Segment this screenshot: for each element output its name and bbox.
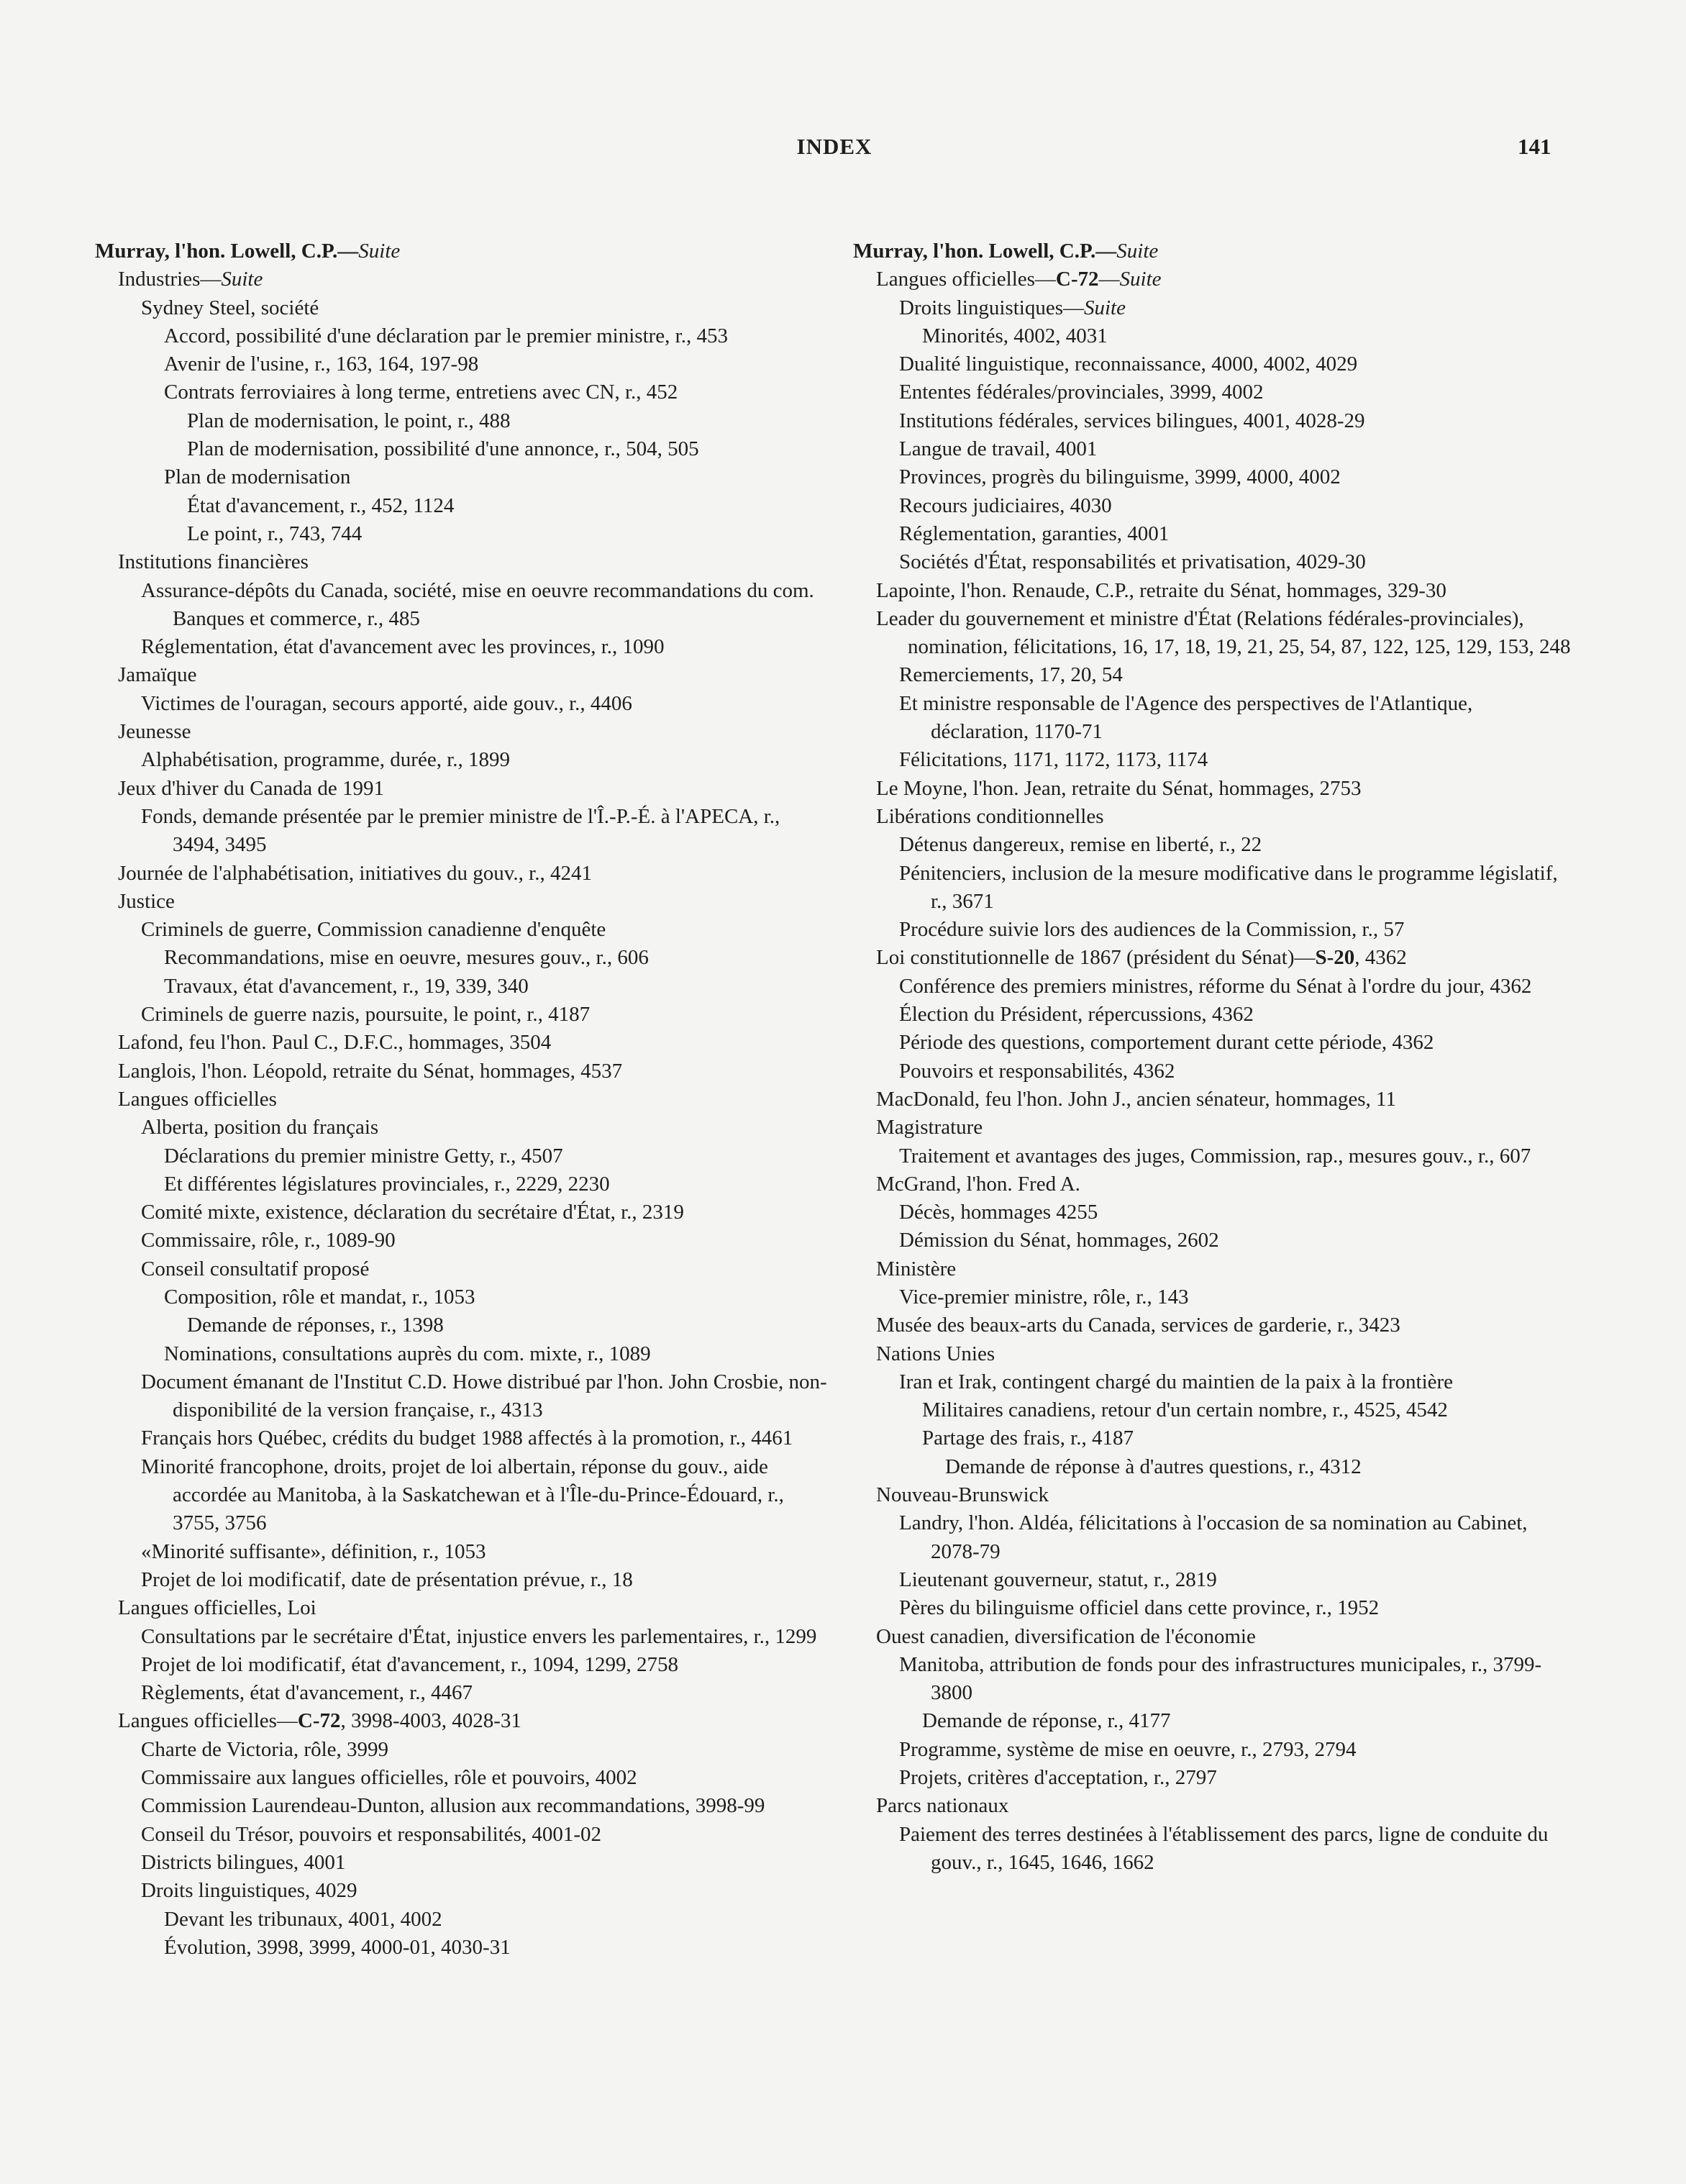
entry-text: Traitement et avantages des juges, Commission, rap., mesures gouv., r., 607 <box>899 1144 1531 1168</box>
bill-number: C-72 <box>297 1709 341 1733</box>
entry-text: Lafond, feu l'hon. Paul C., D.F.C., hommages, 3504 <box>118 1031 552 1055</box>
index-entry <box>853 746 1572 774</box>
index-entry <box>95 1255 829 1283</box>
entry-text: Avenir de l'usine, r., 163, 164, 197-98 <box>164 352 479 376</box>
index-entry <box>853 1311 1572 1339</box>
entry-pages: , 3998-4003, 4028-31 <box>340 1709 521 1733</box>
entry-text: Jeunesse <box>118 720 191 744</box>
entry-text: Commission Laurendeau-Dunton, allusion aux recommandations, 3998-99 <box>141 1794 765 1818</box>
entry-text: Langlois, l'hon. Léopold, retraite du Sénat, hommages, 4537 <box>118 1059 623 1083</box>
index-entry <box>95 1142 829 1170</box>
entry-text: Consultations par le secrétaire d'État, injustice envers les parlementaires, r., 1299 <box>141 1624 817 1648</box>
index-entry <box>95 1877 829 1905</box>
index-entry <box>853 1509 1572 1566</box>
entry-text: Projets, critères d'acceptation, r., 2797 <box>899 1766 1217 1790</box>
entry-text: Libérations conditionnelles <box>876 804 1104 828</box>
entry-text: Pères du bilinguisme officiel dans cette province, r., 1952 <box>899 1596 1380 1620</box>
index-entry <box>853 265 1572 294</box>
entry-text: Projet de loi modificatif, état d'avancement, r., 1094, 1299, 2758 <box>141 1652 678 1676</box>
entry-text: Et différentes législatures provinciales, r., 2229, 2230 <box>164 1172 610 1196</box>
page-title: INDEX <box>796 134 872 159</box>
index-entry <box>853 803 1572 831</box>
index-entry <box>95 1679 829 1707</box>
index-entry <box>95 350 829 378</box>
index-entry <box>95 718 829 746</box>
entry-text: Paiement des terres destinées à l'établissement des parcs, ligne de conduite du gouv., r., 1645, 1646, 1662 <box>899 1822 1549 1874</box>
entry-text: Nouveau-Brunswick <box>876 1483 1049 1507</box>
suite-label: Suite <box>221 268 263 291</box>
entry-text: Document émanant de l'Institut C.D. Howe distribué par l'hon. John Crosbie, non-disponibilité de la version française, r., 4313 <box>141 1370 827 1422</box>
entry-text: Français hors Québec, crédits du budget 1988 affectés à la promotion, r., 4461 <box>141 1427 793 1450</box>
entry-text: Évolution, 3998, 3999, 4000-01, 4030-31 <box>164 1935 511 1959</box>
entry-text: Musée des beaux-arts du Canada, services de garderie, r., 3423 <box>876 1314 1400 1337</box>
index-entry <box>95 520 829 548</box>
entry-text: Recours judiciaires, 4030 <box>899 493 1112 517</box>
index-entry <box>95 407 829 435</box>
index-entry <box>853 690 1572 747</box>
entry-text: Plan de modernisation, possibilité d'une annonce, r., 504, 505 <box>187 437 699 461</box>
index-entry <box>853 492 1572 520</box>
entry-text: Magistrature <box>876 1116 983 1139</box>
index-entry <box>95 1906 829 1934</box>
index-entry <box>853 1623 1572 1651</box>
entry-text: Le Moyne, l'hon. Jean, retraite du Sénat, hommages, 2753 <box>876 776 1362 800</box>
entry-text: Alberta, position du français <box>141 1116 379 1139</box>
index-entry <box>853 463 1572 491</box>
index-entry <box>853 1255 1572 1283</box>
entry-text: Droits linguistiques, 4029 <box>141 1879 357 1903</box>
suite-label: Suite <box>1116 240 1159 263</box>
index-heading <box>95 237 829 265</box>
entry-text: Démission du Sénat, hommages, 2602 <box>899 1229 1219 1252</box>
index-entry <box>95 1623 829 1651</box>
entry-text: Minorité francophone, droits, projet de loi albertain, réponse du gouv., aide accordée au Manitoba, à la Saskatchewan et à l'Île-du-Prince-Édouard, r., 3755, 3756 <box>141 1455 784 1535</box>
index-entry <box>95 1453 829 1538</box>
index-entry <box>95 944 829 972</box>
entry-text: Parcs nationaux <box>876 1794 1009 1818</box>
index-entry <box>853 1481 1572 1509</box>
index-entry <box>95 1368 829 1425</box>
entry-text: Ententes fédérales/provinciales, 3999, 4002 <box>899 381 1264 404</box>
entry-text: Criminels de guerre, Commission canadienne d'enquête <box>141 918 606 942</box>
entry-text: Dualité linguistique, reconnaissance, 4000, 4002, 4029 <box>899 352 1358 376</box>
entry-text: Ouest canadien, diversification de l'économie <box>876 1624 1256 1648</box>
suite-label: Suite <box>1083 296 1126 319</box>
index-entry <box>95 1538 829 1566</box>
entry-pages: , 4362 <box>1354 946 1407 970</box>
entry-text: Règlements, état d'avancement, r., 4467 <box>141 1681 473 1705</box>
entry-text: Industries— <box>118 268 222 291</box>
index-entry <box>95 1424 829 1452</box>
entry-text: Nominations, consultations auprès du com. mixte, r., 1089 <box>164 1342 651 1365</box>
index-entry <box>853 1764 1572 1792</box>
index-entry <box>95 577 829 634</box>
index-entry <box>95 661 829 689</box>
entry-text: Conférence des premiers ministres, réforme du Sénat à l'ordre du jour, 4362 <box>899 974 1532 998</box>
index-entry <box>95 1764 829 1792</box>
entry-text: Assurance-dépôts du Canada, société, mise en oeuvre recommandations du com. Banques et commerce, r., 485 <box>141 578 814 630</box>
index-entry <box>95 1792 829 1820</box>
entry-text: État d'avancement, r., 452, 1124 <box>187 493 455 517</box>
index-entry <box>853 1057 1572 1086</box>
entry-text: MacDonald, feu l'hon. John J., ancien sénateur, hommages, 11 <box>876 1087 1396 1111</box>
index-entry <box>853 1368 1572 1396</box>
index-entry <box>853 944 1572 972</box>
index-entry <box>95 633 829 661</box>
entry-text: Alphabétisation, programme, durée, r., 1899 <box>141 748 511 772</box>
index-entry <box>853 1086 1572 1114</box>
entry-text: Leader du gouvernement et ministre d'État (Relations fédérales-provinciales), nomination, félicitations, 16, 17, 18, 19, 21, 25, 54, 87, 122, 125, 129, 153, 248 <box>876 606 1571 659</box>
entry-text: Jeux d'hiver du Canada de 1991 <box>118 776 385 800</box>
entry-text: Minorités, 4002, 4031 <box>922 324 1108 347</box>
entry-text: Sociétés d'État, responsabilités et privatisation, 4029-30 <box>899 550 1366 574</box>
index-entry <box>853 1424 1572 1452</box>
bill-number: C-72 <box>1055 268 1099 291</box>
index-entry <box>853 661 1572 689</box>
entry-text: Période des questions, comportement durant cette période, 4362 <box>899 1031 1434 1055</box>
entry-text: Commissaire, rôle, r., 1089-90 <box>141 1229 396 1252</box>
entry-text: Iran et Irak, contingent chargé du maintien de la paix à la frontière <box>899 1370 1454 1393</box>
index-entry <box>95 1736 829 1764</box>
index-entry <box>853 1340 1572 1368</box>
entry-text: Langues officielles— <box>118 1709 298 1733</box>
index-entry <box>95 1001 829 1029</box>
index-entry <box>853 1170 1572 1198</box>
index-entry <box>95 973 829 1001</box>
index-entry <box>853 1396 1572 1424</box>
entry-text: Pénitenciers, inclusion de la mesure modificative dans le programme législatif, r., 3671 <box>899 861 1558 913</box>
index-entry <box>95 492 829 520</box>
index-entry <box>853 378 1572 406</box>
index-entry <box>95 1340 829 1368</box>
index-entry <box>95 803 829 860</box>
index-entry <box>853 1792 1572 1820</box>
index-entry <box>95 378 829 406</box>
index-entry <box>853 1283 1572 1311</box>
index-entry <box>853 548 1572 576</box>
suite-label: Suite <box>358 240 401 263</box>
entry-text: Langue de travail, 4001 <box>899 437 1098 461</box>
entry-text: Félicitations, 1171, 1172, 1173, 1174 <box>899 748 1208 772</box>
entry-text: Ministère <box>876 1257 957 1280</box>
entry-text: Nations Unies <box>876 1342 995 1365</box>
index-entry <box>95 265 829 294</box>
index-entry <box>853 577 1572 605</box>
index-entry <box>95 1283 829 1311</box>
entry-text: Contrats ferroviaires à long terme, entretiens avec CN, r., 452 <box>164 381 678 404</box>
index-entry <box>853 775 1572 803</box>
index-entry <box>95 1029 829 1057</box>
index-entry <box>853 1114 1572 1142</box>
entry-text: Institutions financières <box>118 550 309 574</box>
entry-text: Recommandations, mise en oeuvre, mesures gouv., r., 606 <box>164 946 649 970</box>
index-entry <box>95 1057 829 1086</box>
index-entry <box>853 322 1572 350</box>
index-entry <box>853 1198 1572 1227</box>
index-entry <box>853 1736 1572 1764</box>
entry-text: Droits linguistiques— <box>899 296 1084 319</box>
entry-text: Conseil du Trésor, pouvoirs et responsabilités, 4001-02 <box>141 1822 602 1846</box>
entry-text: Lapointe, l'hon. Renaude, C.P., retraite du Sénat, hommages, 329-30 <box>876 578 1446 602</box>
index-entry <box>853 1594 1572 1622</box>
suite-label: Suite <box>1119 268 1162 291</box>
entry-text: Plan de modernisation, le point, r., 488 <box>187 409 511 432</box>
entry-text: Comité mixte, existence, déclaration du secrétaire d'État, r., 2319 <box>141 1201 684 1224</box>
index-entry <box>853 860 1572 916</box>
entry-text: Landry, l'hon. Aldéa, félicitations à l'occasion de sa nomination au Cabinet, 2078-79 <box>899 1511 1528 1563</box>
entry-text: Journée de l'alphabétisation, initiatives du gouv., r., 4241 <box>118 861 592 885</box>
index-entry <box>853 916 1572 944</box>
index-entry <box>853 973 1572 1001</box>
entry-text: Militaires canadiens, retour d'un certain nombre, r., 4525, 4542 <box>922 1398 1448 1422</box>
index-column-right <box>853 237 1572 1877</box>
index-entry <box>95 1114 829 1142</box>
entry-text: Détenus dangereux, remise en liberté, r., 22 <box>899 833 1262 857</box>
entry-text: Réglementation, état d'avancement avec les provinces, r., 1090 <box>141 635 665 659</box>
entry-text: Pouvoirs et responsabilités, 4362 <box>899 1059 1175 1083</box>
entry-text: Élection du Président, répercussions, 4362 <box>899 1003 1254 1027</box>
entry-text: Demande de réponse, r., 4177 <box>922 1709 1171 1733</box>
entry-text: Remerciements, 17, 20, 54 <box>899 663 1123 687</box>
index-entry <box>853 407 1572 435</box>
entry-text: Districts bilingues, 4001 <box>141 1850 346 1874</box>
entry-text: Criminels de guerre nazis, poursuite, le point, r., 4187 <box>141 1003 591 1027</box>
index-entry <box>95 1566 829 1594</box>
index-entry <box>853 1142 1572 1170</box>
index-entry <box>853 1821 1572 1878</box>
entry-text: Langues officielles <box>118 1087 277 1111</box>
index-entry <box>853 1029 1572 1057</box>
index-entry <box>853 294 1572 322</box>
index-entry <box>95 1170 829 1198</box>
entry-text: McGrand, l'hon. Fred A. <box>876 1172 1080 1196</box>
entry-text: Devant les tribunaux, 4001, 4002 <box>164 1907 442 1931</box>
entry-text: Demande de réponse à d'autres questions, r., 4312 <box>945 1455 1362 1478</box>
entry-text: Le point, r., 743, 744 <box>187 522 363 545</box>
index-entry <box>95 435 829 463</box>
index-entry <box>95 1311 829 1339</box>
entry-text: Institutions fédérales, services bilingues, 4001, 4028-29 <box>899 409 1365 432</box>
entry-text: Accord, possibilité d'une déclaration par le premier ministre, r., 453 <box>164 324 728 347</box>
entry-text: Commissaire aux langues officielles, rôle et pouvoirs, 4002 <box>141 1766 637 1790</box>
entry-text: Procédure suivie lors des audiences de la Commission, r., 57 <box>899 918 1405 942</box>
entry-text: Programme, système de mise en oeuvre, r., 2793, 2794 <box>899 1737 1357 1761</box>
index-column-left <box>95 237 829 1962</box>
index-entry <box>853 1707 1572 1735</box>
index-entry <box>853 1651 1572 1708</box>
entry-text: «Minorité suffisante», définition, r., 1053 <box>141 1539 486 1563</box>
index-entry <box>95 916 829 944</box>
page-number: 141 <box>1518 134 1551 159</box>
entry-text: Loi constitutionnelle de 1867 (président du Sénat)— <box>876 946 1316 970</box>
entry-text: Fonds, demande présentée par le premier ministre de l'Î.-P.-É. à l'APECA, r., 3494, 3495 <box>141 804 780 857</box>
index-entry <box>95 1086 829 1114</box>
index-entry <box>95 1821 829 1849</box>
entry-text: Charte de Victoria, rôle, 3999 <box>141 1737 389 1761</box>
entry-text: Justice <box>118 889 175 913</box>
index-entry <box>95 1227 829 1255</box>
index-entry <box>853 520 1572 548</box>
index-entry <box>95 860 829 888</box>
index-entry <box>853 435 1572 463</box>
page-header <box>0 134 1686 170</box>
index-entry <box>853 1453 1572 1481</box>
index-entry <box>95 888 829 916</box>
index-entry <box>95 1594 829 1622</box>
entry-text: Décès, hommages 4255 <box>899 1201 1098 1224</box>
index-entry <box>95 322 829 350</box>
index-entry <box>95 1651 829 1679</box>
index-entry <box>853 1227 1572 1255</box>
index-entry <box>95 1934 829 1962</box>
entry-text: Travaux, état d'avancement, r., 19, 339, 340 <box>164 974 529 998</box>
index-entry <box>853 831 1572 859</box>
index-entry <box>853 1001 1572 1029</box>
entry-text: Demande de réponses, r., 1398 <box>187 1314 444 1337</box>
index-entry <box>95 463 829 491</box>
entry-text: Réglementation, garanties, 4001 <box>899 522 1170 545</box>
index-entry <box>95 548 829 576</box>
entry-text: Et ministre responsable de l'Agence des perspectives de l'Atlantique, déclaration, 1170-71 <box>899 691 1473 744</box>
index-entry <box>853 1566 1572 1594</box>
entry-text: Déclarations du premier ministre Getty, r., 4507 <box>164 1144 563 1168</box>
entry-text: Victimes de l'ouragan, secours apporté, aide gouv., r., 4406 <box>141 691 632 715</box>
entry-text: Jamaïque <box>118 663 197 687</box>
index-entry <box>95 1849 829 1877</box>
index-entry <box>95 1198 829 1227</box>
entry-text: Conseil consultatif proposé <box>141 1257 370 1280</box>
entry-text: Plan de modernisation <box>164 465 351 489</box>
index-entry <box>853 605 1572 662</box>
entry-text: Composition, rôle et mandat, r., 1053 <box>164 1285 475 1309</box>
entry-text: Partage des frais, r., 4187 <box>922 1427 1134 1450</box>
index-entry <box>95 1707 829 1735</box>
entry-text: Manitoba, attribution de fonds pour des infrastructures municipales, r., 3799-3800 <box>899 1652 1542 1705</box>
entry-text: Provinces, progrès du bilinguisme, 3999, 4000, 4002 <box>899 465 1341 489</box>
index-entry <box>853 350 1572 378</box>
index-entry <box>95 690 829 718</box>
entry-text: Projet de loi modificatif, date de présentation prévue, r., 18 <box>141 1568 633 1591</box>
entry-text: Sydney Steel, société <box>141 296 319 319</box>
index-entry <box>95 775 829 803</box>
index-heading <box>853 237 1572 265</box>
entry-text: Langues officielles— <box>876 268 1056 291</box>
entry-pages: — <box>1098 268 1120 291</box>
bill-number: S-20 <box>1315 946 1355 970</box>
index-entry <box>95 746 829 774</box>
entry-text: Murray, l'hon. Lowell, C.P.— <box>853 240 1117 263</box>
entry-text: Vice-premier ministre, rôle, r., 143 <box>899 1285 1189 1309</box>
entry-text: Langues officielles, Loi <box>118 1596 316 1620</box>
entry-text: Murray, l'hon. Lowell, C.P.— <box>95 240 359 263</box>
index-entry <box>95 294 829 322</box>
entry-text: Lieutenant gouverneur, statut, r., 2819 <box>899 1568 1217 1591</box>
